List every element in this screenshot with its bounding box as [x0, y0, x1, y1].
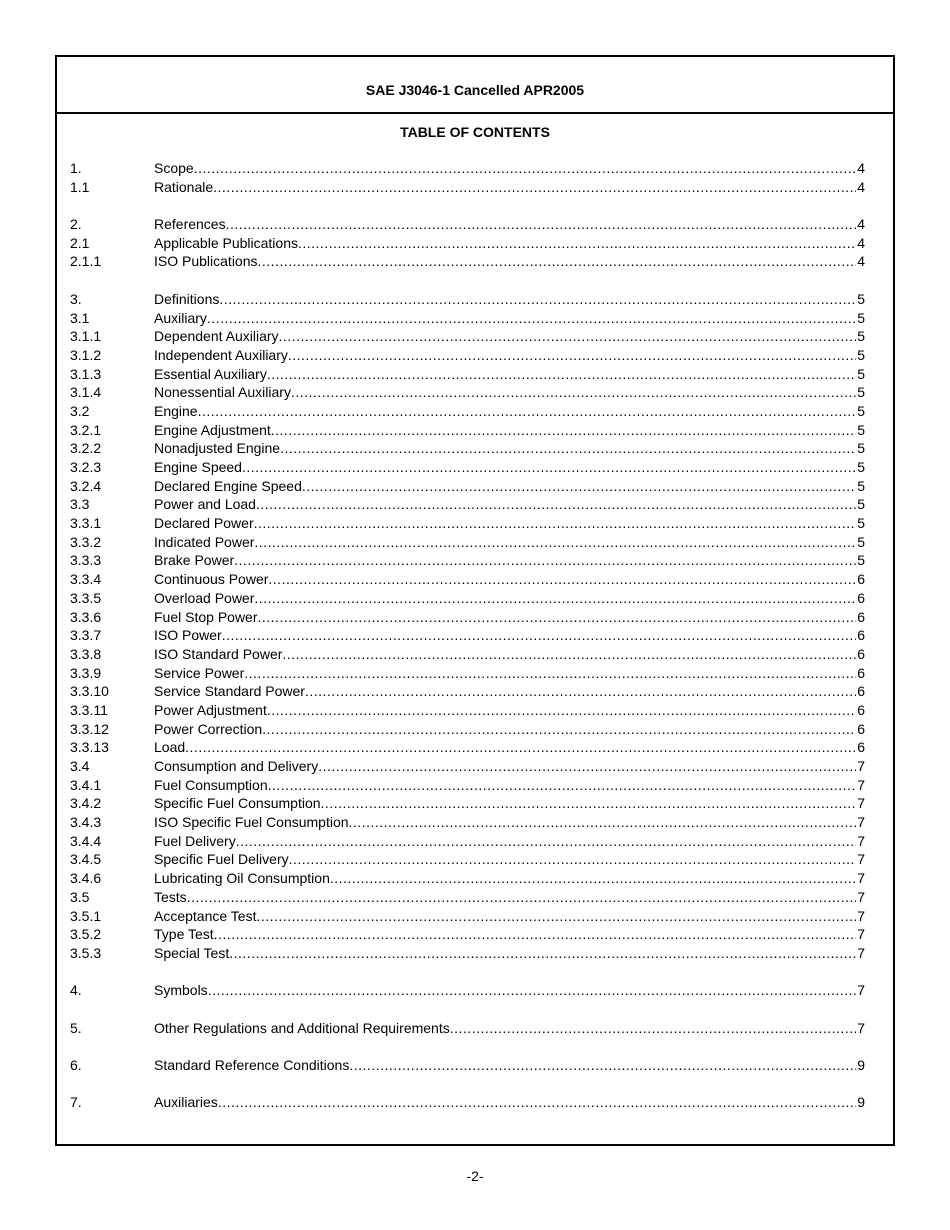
toc-entry-page: 4 [857, 234, 865, 251]
toc-dot-leader [242, 458, 856, 477]
toc-entry[interactable] [70, 1093, 865, 1112]
toc-entry-line [154, 439, 865, 458]
toc-entry-page: 4 [857, 253, 865, 270]
toc-entry-title: Service Standard Power [154, 683, 305, 700]
toc-entry-page: 6 [857, 664, 865, 681]
toc-entry-line [154, 682, 865, 701]
page-number: -2- [466, 1168, 484, 1184]
toc-dot-leader [258, 608, 857, 627]
toc-dot-leader [267, 365, 856, 384]
toc-entry[interactable] [70, 514, 865, 533]
toc-entry-page: 9 [857, 1094, 865, 1111]
toc-entry[interactable] [70, 925, 865, 944]
toc-dot-leader [194, 159, 857, 178]
toc-entry-title: Fuel Stop Power [154, 608, 258, 625]
toc-entry[interactable] [70, 458, 865, 477]
toc-dot-leader [267, 701, 856, 720]
toc-entry-title: Independent Auxiliary [154, 346, 288, 363]
toc-entry-line [154, 458, 865, 477]
toc-entry-title: Service Power [154, 664, 245, 681]
toc-entry-title: Load [154, 739, 186, 756]
toc-entry[interactable] [70, 309, 865, 328]
toc-entry-page: 7 [857, 870, 865, 887]
toc-entry-number: 6. [70, 1057, 82, 1073]
toc-entry-line [154, 570, 865, 589]
toc-entry[interactable] [70, 981, 865, 1000]
toc-entry-number: 3.3.10 [70, 683, 109, 700]
toc-entry-title: Power and Load [154, 496, 256, 513]
toc-entry-number: 2. [70, 216, 82, 233]
toc-entry-line [154, 421, 865, 440]
toc-entry[interactable] [70, 664, 865, 683]
toc-entry-line [154, 495, 865, 514]
toc-entry-page: 5 [857, 421, 865, 438]
toc-entry-line [154, 252, 865, 271]
toc-entry-title: Overload Power [154, 589, 255, 606]
toc-entry-number: 2.1 [70, 234, 90, 251]
toc-entry-page: 7 [857, 907, 865, 924]
toc-entry-number: 5. [70, 1019, 82, 1036]
toc-entry[interactable] [70, 383, 865, 402]
toc-entry-number: 3.1.1 [70, 328, 102, 345]
toc-entry[interactable] [70, 215, 865, 234]
toc-entry-line [154, 850, 865, 869]
toc-entry-page: 6 [857, 608, 865, 625]
toc-entry-page: 9 [857, 1057, 865, 1073]
toc-entry-title: Nonadjusted Engine [154, 440, 281, 457]
toc-entry-line [154, 1019, 865, 1038]
toc-entry-number: 3.4 [70, 758, 90, 774]
toc-entry-number: 3.3.3 [70, 552, 102, 569]
toc-entry-number: 3.2.2 [70, 440, 102, 457]
toc-entry-title: ISO Standard Power [154, 645, 283, 662]
toc-entry-number: 3.3.13 [70, 739, 109, 756]
toc-entry-page: 7 [857, 851, 865, 868]
toc-dot-leader [207, 309, 856, 328]
toc-dot-leader [256, 907, 856, 926]
toc-dot-leader [450, 1019, 856, 1038]
toc-entry-number: 3.3.12 [70, 720, 109, 737]
toc-entry-number: 3.1.3 [70, 365, 102, 382]
toc-entry-title: Nonessential Auxiliary [154, 384, 291, 401]
toc-entry-title: Continuous Power [154, 571, 269, 588]
toc-entry-line [154, 477, 865, 496]
toc-entry-title: Brake Power [154, 552, 235, 569]
toc-entry-line [154, 178, 865, 197]
toc-entry-number: 3.3.9 [70, 664, 102, 681]
toc-entry-line [154, 944, 865, 963]
toc-entry[interactable] [70, 944, 865, 963]
toc-entry[interactable] [70, 551, 865, 570]
toc-entry-page: 6 [857, 589, 865, 606]
toc-dot-leader [229, 944, 856, 963]
toc-entry-page: 7 [857, 832, 865, 849]
toc-entry-page: 7 [857, 758, 865, 774]
toc-entry-title: ISO Power [154, 627, 222, 644]
toc-entry[interactable] [70, 290, 865, 309]
toc-entry-title: ISO Specific Fuel Consumption [154, 814, 349, 831]
toc-dot-leader [330, 869, 856, 888]
toc-entry-title: Rationale [154, 178, 214, 195]
toc-entry[interactable] [70, 1019, 865, 1038]
toc-entry-page: 5 [857, 402, 865, 419]
toc-entry-line [154, 981, 865, 1000]
toc-dot-leader [226, 215, 857, 234]
toc-entry-number: 3.3.4 [70, 571, 102, 588]
toc-entry-title: Engine [154, 402, 198, 419]
toc-entry-title: Other Regulations and Additional Requirements [154, 1019, 450, 1036]
toc-entry-number: 3.4.3 [70, 814, 102, 831]
toc-entry-page: 7 [857, 944, 865, 961]
toc-entry-title: Auxiliaries [154, 1094, 218, 1111]
toc-entry-page: 7 [857, 1019, 865, 1036]
toc-entry-line [154, 701, 865, 720]
toc-entry[interactable] [70, 682, 865, 701]
toc-entry-line [154, 533, 865, 552]
toc-entry-page: 5 [857, 515, 865, 532]
toc-entry-number: 3.5.2 [70, 926, 102, 943]
toc-dot-leader [302, 477, 856, 496]
toc-dot-leader [291, 383, 856, 402]
toc-entry-page: 5 [857, 365, 865, 382]
toc-entry-number: 3.4.2 [70, 795, 102, 812]
toc-entry-page: 6 [857, 645, 865, 662]
toc-dot-leader [268, 776, 857, 795]
toc-entry-number: 3.3.7 [70, 627, 102, 644]
table-of-contents [70, 159, 865, 1112]
toc-entry[interactable] [70, 402, 865, 421]
toc-entry-page: 7 [857, 926, 865, 943]
toc-entry[interactable] [70, 869, 865, 888]
toc-entry-title: Specific Fuel Delivery [154, 851, 289, 868]
toc-dot-leader [271, 421, 856, 440]
toc-entry-page: 5 [857, 459, 865, 475]
toc-entry-page: 6 [857, 701, 865, 718]
toc-dot-leader [321, 794, 857, 813]
toc-entry[interactable] [70, 608, 865, 627]
toc-entry[interactable] [70, 327, 865, 346]
toc-entry-title: Acceptance Test [154, 907, 257, 924]
toc-entry-number: 1. [70, 160, 82, 176]
toc-dot-leader [185, 738, 856, 757]
toc-entry-page: 5 [857, 346, 865, 363]
toc-entry-title: Essential Auxiliary [154, 365, 267, 382]
toc-entry-page: 6 [857, 683, 865, 700]
toc-entry-line [154, 813, 865, 832]
toc-entry-number: 1.1 [70, 178, 90, 195]
toc-entry-line [154, 1093, 865, 1112]
toc-entry-number: 3.5.3 [70, 944, 102, 961]
toc-dot-leader [280, 439, 856, 458]
toc-entry-line [154, 327, 865, 346]
toc-entry-number: 3.1 [70, 309, 90, 326]
toc-dot-leader [187, 888, 857, 907]
toc-entry[interactable] [70, 439, 865, 458]
toc-entry-number: 3.4.4 [70, 832, 102, 849]
toc-dot-leader [282, 645, 856, 664]
toc-entry[interactable] [70, 159, 865, 178]
toc-entry-page: 5 [857, 384, 865, 401]
toc-entry-line [154, 383, 865, 402]
toc-entry-title: Power Adjustment [154, 701, 267, 718]
toc-entry[interactable] [70, 346, 865, 365]
toc-entry-line [154, 645, 865, 664]
toc-entry-line [154, 234, 865, 253]
toc-entry-number: 3.3.6 [70, 608, 102, 625]
toc-entry-number: 3.3.8 [70, 645, 102, 662]
toc-entry[interactable] [70, 832, 865, 851]
toc-entry-line [154, 832, 865, 851]
toc-entry-line [154, 888, 865, 907]
toc-entry[interactable] [70, 701, 865, 720]
toc-entry-title: Engine Speed [154, 459, 242, 475]
toc-entry-line [154, 720, 865, 739]
toc-dot-leader [213, 178, 856, 197]
toc-entry-line [154, 907, 865, 926]
toc-entry-title: Auxiliary [154, 309, 207, 326]
toc-entry[interactable] [70, 776, 865, 795]
toc-entry[interactable] [70, 645, 865, 664]
toc-dot-leader [268, 570, 856, 589]
toc-entry-title: Type Test [154, 926, 214, 943]
toc-entry-title: Power Correction [154, 720, 263, 737]
toc-dot-leader [305, 682, 856, 701]
toc-entry-title: Definitions [154, 290, 220, 307]
toc-entry-number: 3.3 [70, 496, 90, 513]
toc-entry-number: 7. [70, 1094, 82, 1111]
toc-entry-title: Declared Power [154, 515, 254, 532]
toc-entry-line [154, 514, 865, 533]
toc-entry-page: 5 [857, 533, 865, 550]
toc-entry-title: References [154, 216, 226, 233]
toc-entry-number: 2.1.1 [70, 253, 102, 270]
toc-entry[interactable] [70, 907, 865, 926]
toc-dot-leader [236, 832, 857, 851]
toc-entry-line [154, 626, 865, 645]
toc-entry-title: Consumption and Delivery [154, 758, 319, 774]
toc-entry[interactable] [70, 888, 865, 907]
toc-entry-number: 3.3.11 [70, 701, 108, 718]
toc-entry-number: 3.4.5 [70, 851, 102, 868]
toc-entry-title: ISO Publications [154, 253, 258, 270]
toc-entry-page: 6 [857, 571, 865, 588]
toc-entry-title: Symbols [154, 982, 208, 999]
toc-entry-line [154, 346, 865, 365]
toc-entry-line [154, 1056, 865, 1075]
toc-entry-number: 3.3.5 [70, 589, 102, 606]
toc-entry-line [154, 869, 865, 888]
toc-dot-leader [234, 551, 856, 570]
toc-dot-leader [214, 925, 857, 944]
toc-entry-page: 5 [857, 309, 865, 326]
toc-entry-line [154, 776, 865, 795]
toc-entry[interactable] [70, 495, 865, 514]
toc-entry-page: 5 [857, 290, 865, 307]
toc-entry[interactable] [70, 365, 865, 384]
toc-entry-number: 4. [70, 982, 82, 999]
toc-entry-page: 4 [857, 178, 865, 195]
toc-entry-line [154, 925, 865, 944]
toc-entry[interactable] [70, 421, 865, 440]
toc-entry-line [154, 738, 865, 757]
toc-entry-line [154, 589, 865, 608]
toc-entry[interactable] [70, 234, 865, 253]
toc-entry-page: 5 [857, 328, 865, 345]
toc-entry-title: Indicated Power [154, 533, 255, 550]
toc-entry-title: Declared Engine Speed [154, 477, 302, 494]
toc-entry-line [154, 159, 865, 178]
toc-entry-line [154, 551, 865, 570]
toc-dot-leader [288, 346, 856, 365]
toc-entry[interactable] [70, 178, 865, 197]
toc-dot-leader [318, 757, 856, 776]
toc-dot-leader [198, 402, 857, 421]
toc-entry[interactable] [70, 589, 865, 608]
toc-entry[interactable] [70, 757, 865, 776]
toc-dot-leader [279, 327, 857, 346]
toc-entry-number: 3. [70, 290, 82, 307]
toc-entry-line [154, 608, 865, 627]
toc-dot-leader [218, 1093, 856, 1112]
toc-entry[interactable] [70, 720, 865, 739]
toc-entry-number: 3.5 [70, 888, 90, 905]
toc-entry-title: Scope [154, 160, 194, 176]
toc-entry-line [154, 215, 865, 234]
toc-dot-leader [208, 981, 857, 1000]
toc-entry-title: Specific Fuel Consumption [154, 795, 321, 812]
toc-heading: TABLE OF CONTENTS [400, 124, 550, 140]
toc-entry-number: 3.3.1 [70, 515, 102, 532]
toc-entry-title: Fuel Consumption [154, 776, 268, 793]
toc-entry-page: 7 [857, 982, 865, 999]
toc-entry-page: 4 [857, 216, 865, 233]
toc-dot-leader [262, 720, 856, 739]
toc-entry-number: 3.2 [70, 402, 90, 419]
toc-entry-title: Standard Reference Conditions [154, 1057, 350, 1073]
document-title: SAE J3046-1 Cancelled APR2005 [365, 82, 585, 98]
toc-dot-leader [244, 664, 856, 683]
toc-entry-page: 6 [857, 739, 865, 756]
toc-entry-page: 6 [857, 720, 865, 737]
toc-entry[interactable] [70, 477, 865, 496]
toc-entry-number: 3.4.1 [70, 776, 102, 793]
toc-entry[interactable] [70, 252, 865, 271]
toc-entry[interactable] [70, 738, 865, 757]
toc-entry-number: 3.4.6 [70, 870, 102, 887]
toc-dot-leader [222, 626, 857, 645]
toc-dot-leader [258, 252, 857, 271]
toc-dot-leader [289, 850, 857, 869]
toc-entry-page: 7 [857, 795, 865, 812]
toc-dot-leader [254, 589, 856, 608]
toc-entry-number: 3.2.1 [70, 421, 102, 438]
toc-entry[interactable] [70, 813, 865, 832]
toc-entry[interactable] [70, 1056, 865, 1075]
toc-entry-line [154, 794, 865, 813]
document-header [57, 57, 893, 114]
toc-entry-number: 3.1.4 [70, 384, 102, 401]
toc-entry-title: Lubricating Oil Consumption [154, 870, 330, 887]
toc-entry-number: 3.5.1 [70, 907, 102, 924]
toc-entry-page: 5 [857, 440, 865, 457]
toc-entry[interactable] [70, 570, 865, 589]
toc-entry-number: 3.1.2 [70, 346, 102, 363]
toc-entry-page: 6 [857, 627, 865, 644]
toc-entry[interactable] [70, 850, 865, 869]
toc-entry-title: Special Test [154, 944, 230, 961]
toc-entry-number: 3.2.3 [70, 459, 102, 475]
toc-dot-leader [256, 495, 856, 514]
toc-entry-line [154, 664, 865, 683]
toc-dot-leader [254, 533, 856, 552]
toc-entry-line [154, 757, 865, 776]
toc-entry-title: Fuel Delivery [154, 832, 236, 849]
toc-entry-page: 7 [857, 776, 865, 793]
toc-entry-page: 5 [857, 552, 865, 569]
toc-entry-page: 5 [857, 477, 865, 494]
toc-entry-page: 4 [857, 160, 865, 176]
toc-entry-number: 3.2.4 [70, 477, 102, 494]
toc-dot-leader [254, 514, 857, 533]
toc-dot-leader [349, 1056, 856, 1075]
toc-entry-page: 7 [857, 814, 865, 831]
toc-entry-number: 3.3.2 [70, 533, 102, 550]
toc-entry[interactable] [70, 794, 865, 813]
toc-entry-title: Dependent Auxiliary [154, 328, 279, 345]
toc-dot-leader [298, 234, 856, 253]
toc-entry-page: 5 [857, 496, 865, 513]
toc-entry[interactable] [70, 533, 865, 552]
toc-entry-title: Tests [154, 888, 187, 905]
toc-entry-line [154, 290, 865, 309]
toc-entry[interactable] [70, 626, 865, 645]
toc-dot-leader [219, 290, 856, 309]
toc-entry-title: Applicable Publications [154, 234, 298, 251]
toc-entry-page: 7 [857, 888, 865, 905]
toc-entry-line [154, 309, 865, 328]
toc-entry-line [154, 402, 865, 421]
toc-entry-title: Engine Adjustment [154, 421, 271, 438]
toc-entry-line [154, 365, 865, 384]
toc-dot-leader [349, 813, 857, 832]
